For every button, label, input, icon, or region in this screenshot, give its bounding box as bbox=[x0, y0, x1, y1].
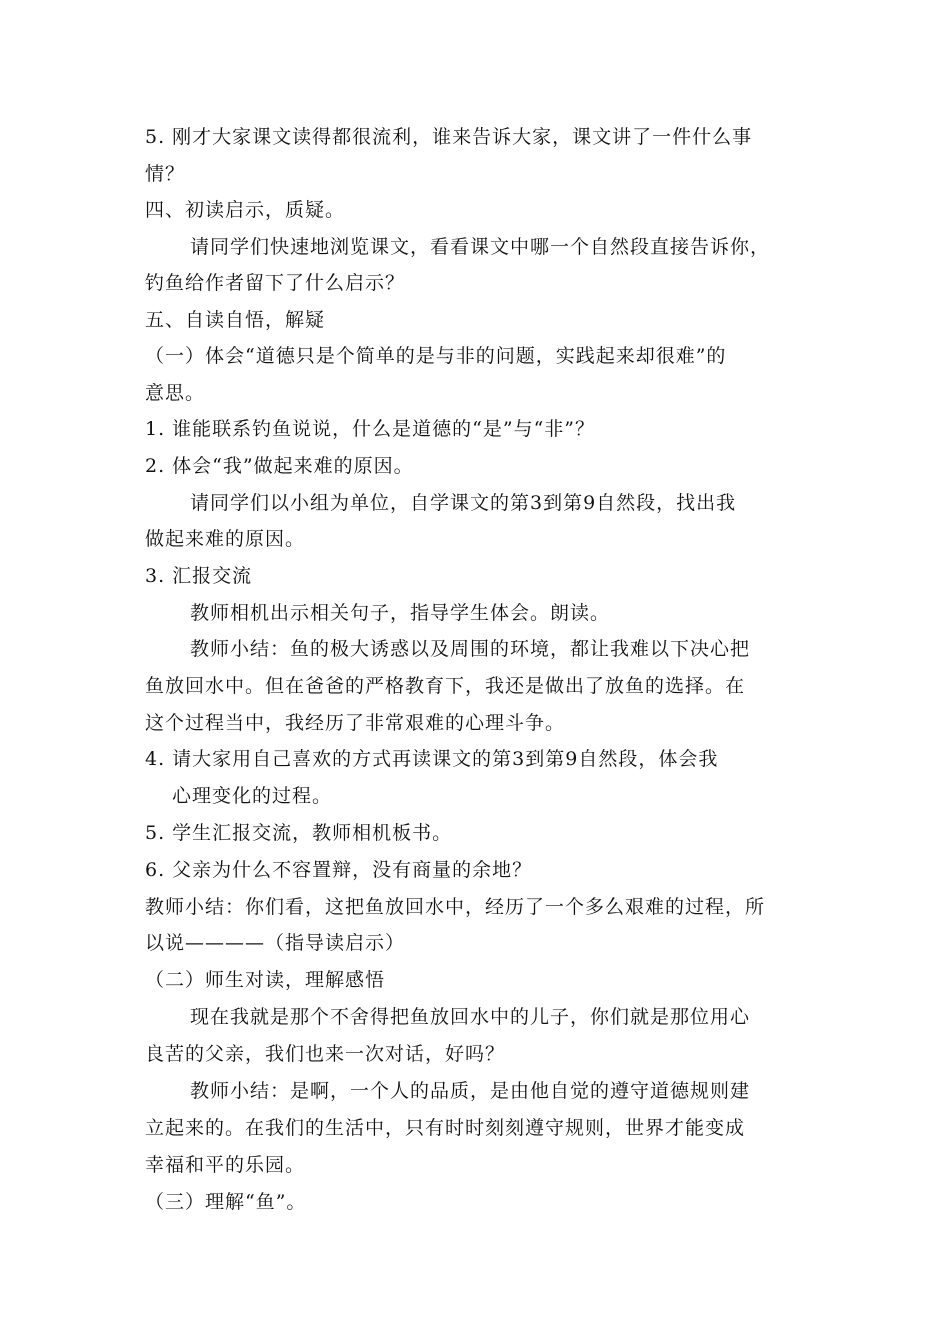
text-line: 以说————（指导读启示） bbox=[145, 932, 406, 954]
subsection-heading: （一）体会“道德只是个简单的是与非的问题，实践起来却很难”的 bbox=[145, 345, 727, 367]
text-line: 教师小结：鱼的极大诱惑以及周围的环境，都让我难以下决心把 bbox=[190, 638, 751, 660]
text-line: 请同学们以小组为单位，自学课文的第3到第9自然段，找出我 bbox=[190, 492, 737, 514]
text-line: 请同学们快速地浏览课文，看看课文中哪一个自然段直接告诉你， bbox=[190, 236, 771, 258]
list-item: 1. 谁能联系钓鱼说说，什么是道德的“是”与“非”？ bbox=[145, 418, 596, 440]
text-line: 鱼放回水中。但在爸爸的严格教育下，我还是做出了放鱼的选择。在 bbox=[145, 675, 746, 697]
text-line: 良苦的父亲，我们也来一次对话，好吗？ bbox=[145, 1043, 506, 1065]
text-line: 幸福和平的乐园。 bbox=[145, 1154, 306, 1176]
text-line: 这个过程当中，我经历了非常艰难的心理斗争。 bbox=[145, 712, 566, 734]
text-line: 5. 刚才大家课文读得都很流利，谁来告诉大家，课文讲了一件什么事 bbox=[145, 126, 753, 148]
text-line: 现在我就是那个不舍得把鱼放回水中的儿子，你们就是那位用心 bbox=[190, 1006, 751, 1028]
text-line: 教师小结：是啊，一个人的品质，是由他自觉的遵守道德规则建 bbox=[190, 1080, 751, 1102]
section-heading: 五、自读自悟，解疑 bbox=[145, 309, 326, 331]
section-heading: 四、初读启示，质疑。 bbox=[145, 199, 346, 221]
list-item: 2. 体会“我”做起来难的原因。 bbox=[145, 455, 414, 477]
list-item: 6. 父亲为什么不容置辩，没有商量的余地？ bbox=[145, 859, 533, 881]
text-line: 心理变化的过程。 bbox=[172, 785, 333, 807]
text-line: 立起来的。在我们的生活中，只有时时刻刻遵守规则，世界才能变成 bbox=[145, 1117, 746, 1139]
text-line: 钓鱼给作者留下了什么启示？ bbox=[145, 272, 406, 294]
text-line: 教师小结：你们看，这把鱼放回水中，经历了一个多么艰难的过程，所 bbox=[145, 896, 766, 918]
list-item: 5. 学生汇报交流，教师相机板书。 bbox=[145, 822, 453, 844]
text-line: 做起来难的原因。 bbox=[145, 528, 306, 550]
text-line: 教师相机出示相关句子，指导学生体会。朗读。 bbox=[190, 602, 611, 624]
subsection-heading: （二）师生对读，理解感悟 bbox=[145, 969, 386, 991]
list-item: 4. 请大家用自己喜欢的方式再读课文的第3到第9自然段，体会我 bbox=[145, 748, 719, 770]
text-line: 情？ bbox=[145, 163, 186, 185]
subsection-heading: （三）理解“鱼”。 bbox=[145, 1191, 307, 1213]
text-line: 意思。 bbox=[145, 382, 206, 404]
list-item: 3. 汇报交流 bbox=[145, 565, 253, 587]
